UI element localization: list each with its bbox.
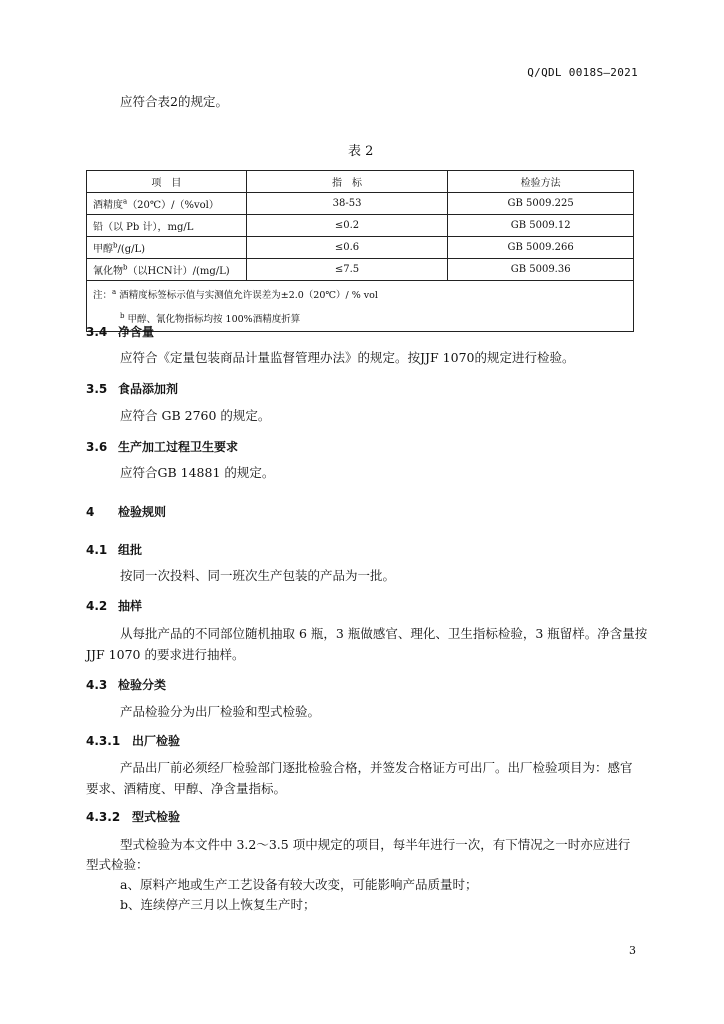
section-heading-4-1: 4.1 组批 [86,543,143,557]
table-note-row [87,281,634,332]
row-item: 氰化物$^b$（以HCN计）/(mg/L) [87,259,247,281]
row-item: 甲醇$^b$/(g/L) [87,237,247,259]
section-heading-3-4: 3.4 净含量 [86,325,155,339]
table-row [87,259,634,281]
section-text-4-3-2-line2: 型式检验： [86,857,149,872]
section-text-4-3-1-line2: 要求、酒精度、甲醇、净含量指标。 [86,781,287,796]
row-value: ≤7.5 [246,259,448,281]
section-text-4-2-line1: 从每批产品的不同部位随机抽取 6 瓶，3 瓶做感官、理化、卫生指标检验，3 瓶留样。净含量按 [120,626,648,641]
row-value: 38-53 [246,193,448,215]
list-item-a: a、原料产地或生产工艺设备有较大改变，可能影响产品质量时； [120,877,478,892]
row-method: GB 5009.36 [448,259,634,281]
column-header-item: 项 目 [87,171,247,193]
row-value: ≤0.6 [246,237,448,259]
section-heading-4-2: 4.2 抽样 [86,599,143,613]
section-text-3-5: 应符合 GB 2760 的规定。 [120,408,271,423]
table-2 [86,170,634,332]
row-value: ≤0.2 [246,215,448,237]
section-heading-3-6: 3.6 生产加工过程卫生要求 [86,440,239,454]
section-text-4-1: 按同一次投料、同一班次生产包装的产品为一批。 [120,568,396,583]
section-text-4-2-line2: JJF 1070 的要求进行抽样。 [86,647,245,662]
row-method: GB 5009.266 [448,237,634,259]
row-item: 酒精度$^a$（20℃）/（%vol） [87,193,247,215]
section-heading-4-3-1: 4.3.1 出厂检验 [86,734,181,748]
section-heading-3-5: 3.5 食品添加剂 [86,382,179,396]
table-row [87,215,634,237]
section-text-3-6: 应符合GB 14881 的规定。 [120,465,275,480]
section-heading-4-3: 4.3 检验分类 [86,678,167,692]
section-heading-4-3-2: 4.3.2 型式检验 [86,810,181,824]
table-caption: 表 2 [348,144,374,159]
intro-text: 应符合表2的规定。 [120,94,228,109]
document-code: Q/QDL 0018S—2021 [527,66,638,79]
row-item: 铅（以 Pb 计），mg/L [87,215,247,237]
table-row [87,193,634,215]
section-text-4-3-1-line1: 产品出厂前必须经厂检验部门逐批检验合格，并签发合格证方可出厂。出厂检验项目为：感官 [120,760,633,775]
section-text-3-4: 应符合《定量包装商品计量监督管理办法》的规定。按JJF 1070的规定进行检验。 [120,350,575,365]
row-method: GB 5009.12 [448,215,634,237]
section-heading-4: 4 检验规则 [86,505,167,519]
column-header-value: 指 标 [246,171,448,193]
table-header-row [87,171,634,193]
section-text-4-3: 产品检验分为出厂检验和型式检验。 [120,704,321,719]
section-text-4-3-2-line1: 型式检验为本文件中 3.2～3.5 项中规定的项目，每半年进行一次，有下情况之一时亦应进行 [120,837,631,852]
list-item-b: b、连续停产三月以上恢复生产时； [120,897,316,912]
row-method: GB 5009.225 [448,193,634,215]
column-header-method: 检验方法 [448,171,634,193]
page-number: 3 [629,944,636,957]
table-row [87,237,634,259]
table-note: 注：$^a$ 酒精度标签标示值与实测值允许误差为±2.0（20℃）/ % vol $^b$ 甲醇、氰化物指标均按 100%酒精度折算 [87,281,634,332]
